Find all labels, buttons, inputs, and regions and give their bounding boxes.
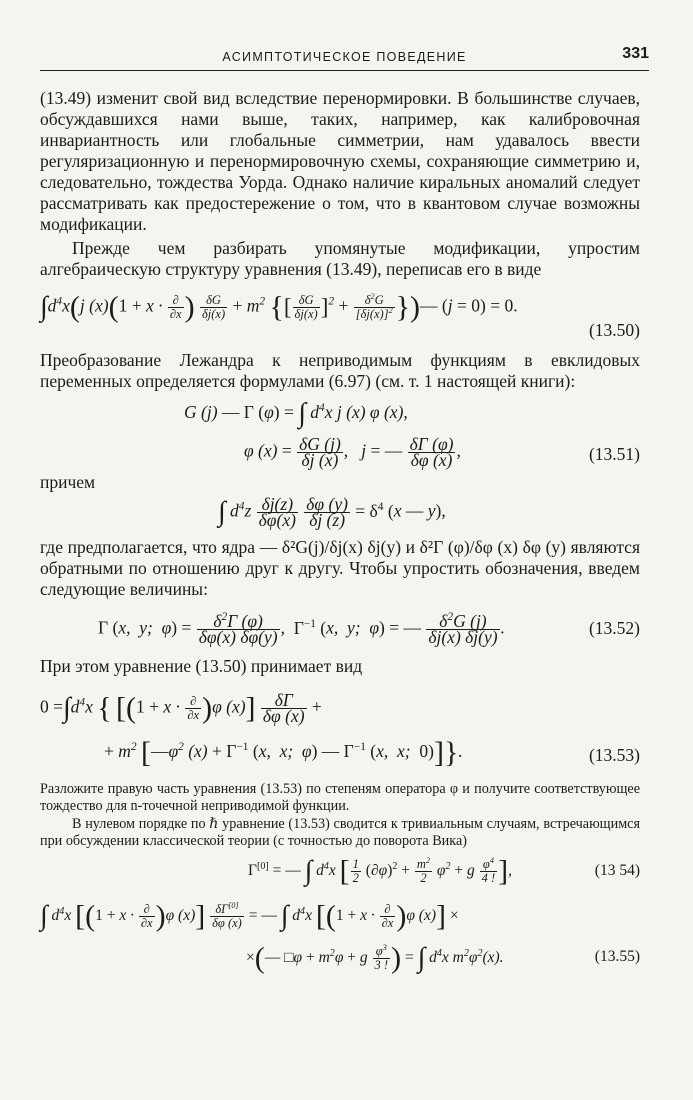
paragraph-6: При этом уравнение (13.50) принимает вид	[40, 656, 363, 676]
paragraph-1: (13.49) изменит свой вид вследствие перенормировки. В большинстве случаев, обсуждавшихся нами выше, таких, например, как калибровочная инвариантность или глобальные симметрии, нам удавалось ввести регуляризационную и перенормировочную схемы, сохраняющие симметрию и, следовательно, тождества Уорда. Однако наличие киральных аномалий следует рассматривать как предостережение о том, что в квантовом случае возможны модификации.	[40, 88, 640, 234]
equation-number-13-53: (13.53)	[588, 745, 640, 765]
equation-13-51-line-1: G (j) — Γ (φ) = ∫ $d^4x$ j (x) φ (x),	[184, 397, 408, 429]
equation-delta-identity: ∫ $d^4z$ $\frac{\delta j(z)}{\delta\varphi(x)}$ $\frac{\delta\varphi (y)}{\delta j (z)}$ = $\delta^4$ (x — y),	[218, 494, 446, 530]
paragraph-4: причем	[40, 472, 96, 492]
equation-13-50-number-row	[40, 320, 640, 344]
running-title: АСИМПТОТИЧЕСКОЕ ПОВЕДЕНИЕ	[222, 50, 467, 64]
equation-13-51-line-2: φ (x) = $\frac{\delta G (j)}{\delta j (x)}$ , j = — $\frac{\delta\Gamma (\varphi)}{\delta\varphi (x)}$ , (13.51)	[244, 434, 640, 470]
equation-13-54: Γ[0] = — ∫ $d^4x$ [ $\frac{1}{2}$ $(\partial\varphi)^2$ + $\frac{m^2}{2}$ $\varphi^2 + g$ $\frac{\varphi^4}{4 !}$ ], (13 54)	[248, 854, 640, 888]
page-number: 331	[622, 45, 649, 62]
equation-13-53-line-1: $0 =\int d^4x$ { [(1 + x · $\frac{\partial}{\partial x}$ )φ (x)] $\frac{\delta\Gamma}{\delta\varphi (x)}$ +	[40, 690, 322, 726]
equation-number-13-51: (13.51)	[588, 444, 640, 464]
exercise-paragraph: Разложите правую часть уравнения (13.53) по степеням оператора φ и получите соответствующее тождество для n-точечной неприводимой функции.	[40, 781, 640, 814]
paragraph-2: Прежде чем разбирать упомянутые модификации, упростим алгебраическую структуру уравнения (13.49), переписав его в виде	[40, 238, 640, 279]
equation-13-52: Γ (x, y; φ) = $\frac{\delta^2\Gamma (\varphi)}{\delta\varphi(x) \delta\varphi(y)}$ , $\Gamma^{-1}$ (x, y; φ) = — $\frac{\delta^2G (j)}{\delta j(x) \delta j(y)}$ . (13.52)	[98, 611, 640, 647]
paragraph-8: В нулевом порядке по ℏ уравнение (13.53) сводится к тривиальным случаям, встречающимся при обсуждении классической теории (с точностью до поворота Вика)	[40, 816, 640, 849]
equation-13-53-line-2: + $m^2$ [$—\varphi^2$ $(x) + \Gamma^{-1}$ (x, x; φ) — $\Gamma^{-1}$ (x, x; 0)]}. (13.53)	[104, 735, 640, 769]
equation-number-13-50: (13.50)	[588, 320, 640, 340]
equation-13-55-line-1: ∫ $d^4x$ [(1 + x · $\frac{\partial}{\partial x}$ )φ (x)] $\frac{\delta\Gamma^{[0]}}{\delta\varphi (x)}$ = — ∫ $d^4x$ [(1 + x · $\frac{\partial}{\partial x}$ )φ (x)] ×	[40, 899, 459, 933]
equation-number-13-55: (13.55)	[594, 948, 640, 965]
paragraph-5: где предполагается, что ядра — δ²G(j)/δj(x) δj(y) и δ²Γ (φ)/δφ (x) δφ (y) являются обратными по отношению друг к другу. Чтобы упростить обозначения, введем следующие величины:	[40, 537, 640, 599]
page-body	[40, 88, 640, 977]
paragraph-3: Преобразование Лежандра к неприводимым функциям в евклидовых переменных определяется формулами (6.97) (см. т. 1 настоящей книги):	[40, 350, 640, 391]
equation-number-13-54: (13 54)	[594, 862, 640, 879]
equation-13-55-line-2: ×(— □φ + $m^2\varphi + g$ $\frac{\varphi^3}{3 !}$ ) = ∫ $d^4x$ $m^2\varphi^2(x)$. (13.55)	[246, 941, 640, 975]
equation-number-13-52: (13.52)	[588, 618, 640, 638]
equation-13-50: $\int d^4x(j$ (x)(1 + x · $\frac{\partial}{\partial x}$ ) $\frac{\delta G}{\delta j(x)}$ + $m^2$ {[ $\frac{\delta G}{\delta j(x)}$ ]$^2$ + $\frac{\delta^2G}{[\delta j(x)]^2}$ })— (j = 0) = 0.	[40, 290, 518, 324]
page-header	[40, 44, 649, 71]
